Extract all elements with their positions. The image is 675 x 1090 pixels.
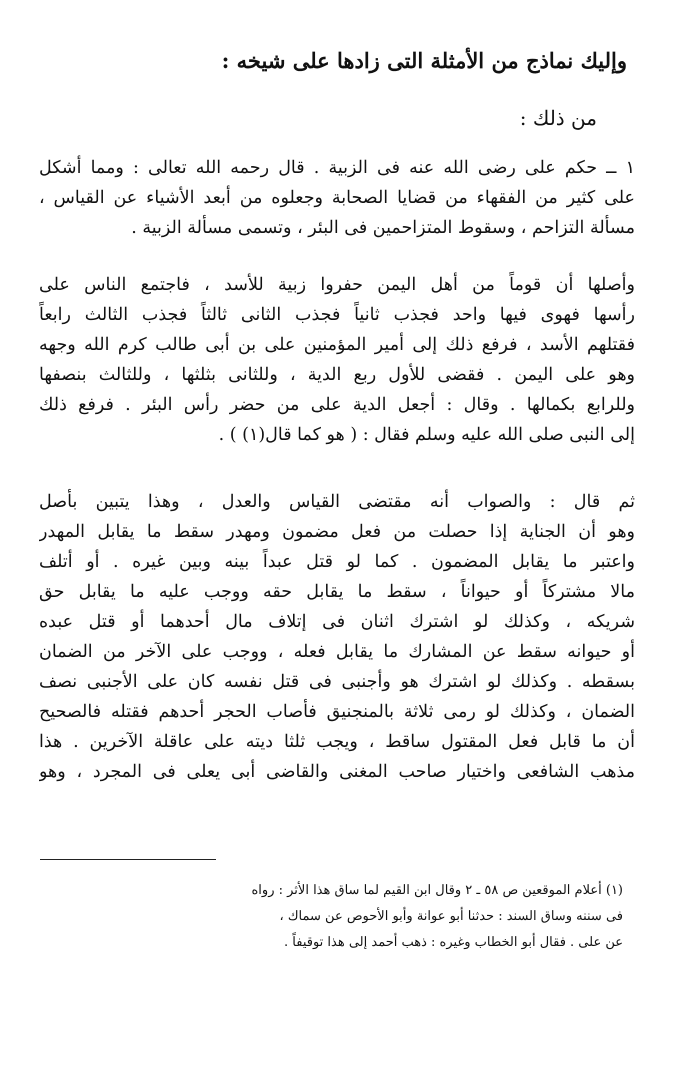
text-line: وهو على اليمن . فقضى للأول ربع الدية ، وللثانى بثلثها ، وللثالث بنصفها [39,365,635,385]
paragraph-zubya-origin [39,270,635,450]
text-line: مذهب الشافعى واختيار صاحب المغنى والقاضى أبى يعلى فى المجرد ، وهو [39,762,635,782]
footnote-line: فى سننه وساق السند : حدثنا أبو عوانة وأبو الأحوص عن سماك ، [279,909,623,924]
text-line: فقتلهم الأسد ، فرفع ذلك إلى أمير المؤمنين على بن أبى طالب كرم الله وجهه [39,335,635,355]
text-line: إلى النبى صلى الله عليه وسلم فقال : ( هو كما قال(١) ) . [218,425,635,445]
text-line: ١ ــ حكم على رضى الله عنه فى الزبية . قال رحمه الله تعالى : ومما أشكل [39,158,635,178]
text-line: واعتبر ما يقابل المضمون . كما لو قتل عبداً بينه وبين غيره . أو أتلف [39,552,635,572]
paragraph-zubya-ruling [39,153,635,243]
footnote-line: (١) أعلام الموقعين ص ٥٨ ـ ٢ وقال ابن القيم لما ساق هذا الأثر : رواه [251,883,623,898]
paragraph-analysis [39,487,635,787]
text-line: وهو أن الجناية إذا حصلت من فعل مضمون ومهدر سقط ما يقابل المهدر [39,522,635,542]
text-line: شريكه ، وكذلك لو اشترك اثنان فى إتلاف مال أحدهما أو قتل عبده [39,612,635,632]
footnote-separator [40,859,216,860]
text-line: مالا مشتركاً أو حيواناً ، سقط ما يقابل حقه ووجب عليه ما يقابل حق [39,582,635,602]
text-line: مسألة التزاحم ، وسقوط المتزاحمين فى البئر ، وتسمى مسألة الزبية . [131,218,635,238]
text-line: الضمان ، وكذلك لو رمى ثلاثة بالمنجنيق فأصاب الحجر أحدهم فقتله فالصحيح [39,702,635,722]
footnote-line: عن على . فقال أبو الخطاب وغيره : ذهب أحمد إلى هذا توقيفاً . [284,935,623,950]
text-line: بسقطه . وكذلك لو اشترك هو وأجنبى فى قتل نفسه كان على الأجنبى نصف [39,672,635,692]
text-line: وللرابع بكمالها . وقال : أجعل الدية على من حضر رأس البئر . فرفع ذلك [39,395,635,415]
text-line: على كثير من الفقهاء من قضايا الصحابة وجعلوه من أبعد الأشياء عن القياس ، [39,188,635,208]
footnote [57,878,623,956]
text-line: أو حيوانه سقط عن المشارك ما يقابل فعله ، ووجب على الآخر من الضمان [39,642,635,662]
section-heading: وإليك نماذج من الأمثلة التى زادها على شيخه : [221,48,627,73]
text-line: وأصلها أن قوماً من أهل اليمن حفروا زبية للأسد ، فاجتمع الناس على [39,275,635,295]
text-line: أن ما قابل فعل المقتول ساقط ، ويجب ثلثا ديته على عاقلة الآخرين . هذا [39,732,635,752]
intro-text: من ذلك : [519,106,597,130]
text-line: رأسها فهوى فيها واحد فجذب ثانياً فجذب الثانى ثالثاً فجذب الثالث رابعاً [39,305,635,325]
text-line: ثم قال : والصواب أنه مقتضى القياس والعدل ، وهذا يتبين بأصل [39,492,635,512]
